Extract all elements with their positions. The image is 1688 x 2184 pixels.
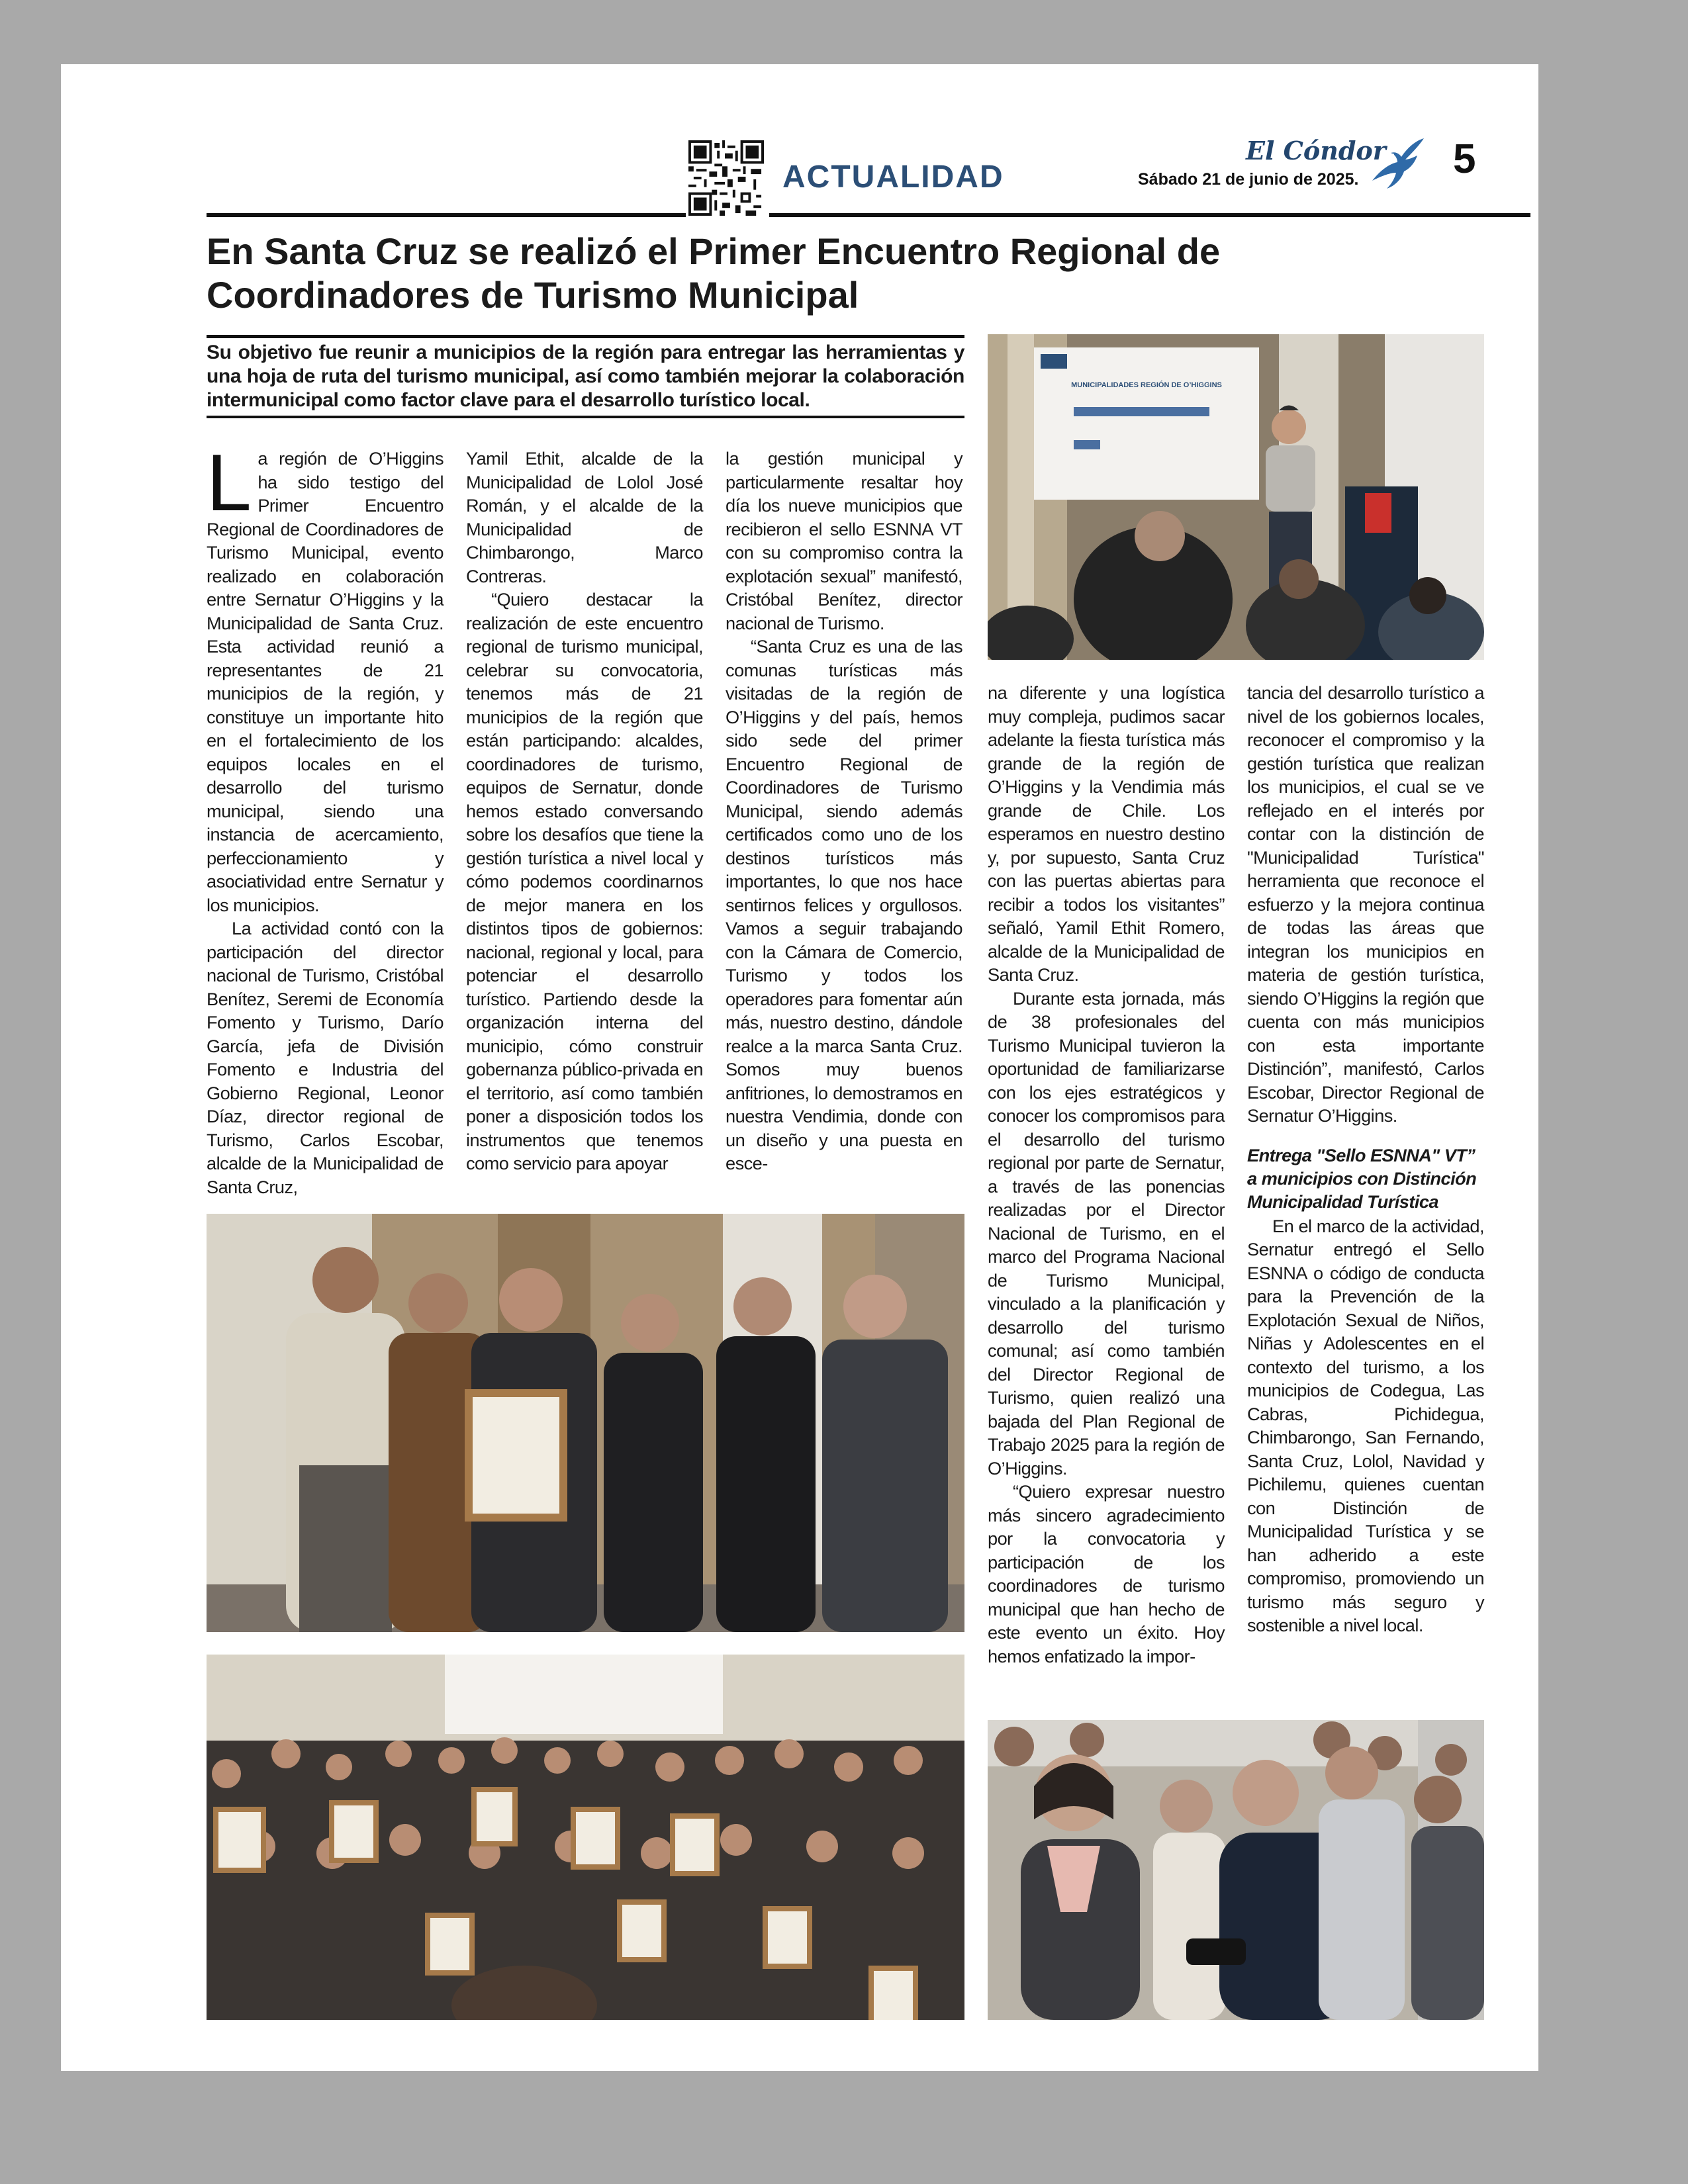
page-number: 5 bbox=[1453, 136, 1476, 182]
article-headline bbox=[207, 230, 1530, 317]
header-rule bbox=[207, 213, 686, 217]
paragraph: na diferente y una logística muy compleja, pudimos sacar adelante la fiesta turística más grande de la región de O’Higgins y la Vendimia más grande de Chile. Los esperamos en nuestro destino y, por supuesto, Santa Cruz con las puertas abiertas para recibir a todos los visitantes” señaló, Yamil Ethit Romero, alcalde de la Municipalidad de Santa Cruz. bbox=[988, 682, 1225, 985]
article-column-1 bbox=[207, 437, 444, 1199]
paragraph: La actividad contó con la participación del director nacional de Turismo, Cristóbal Benítez, Seremi de Economía Fomento y Turismo, Darío García, jefa de División Fomento e Industria del Gobierno Regional, Leonor Díaz, director regional de Turismo, Carlos Escobar, alcalde de la Municipalidad de Santa Cruz, bbox=[207, 918, 444, 1197]
article-column-3 bbox=[726, 447, 962, 1175]
paragraph: la gestión municipal y particularmente resaltar hoy día los nueve municipios que recibieron el sello ESNNA VT con su compromiso contra la explotación sexual” manifestó, Cristóbal Benítez, director nacional de Turismo. bbox=[726, 448, 962, 633]
newspaper-page bbox=[61, 64, 1538, 2071]
article-lead: Su objetivo fue reunir a municipios de la región para entregar las herramientas y una hoja de ruta del turismo municipal, así como también mejorar la colaboración intermunicipal como factor clave para el desarrollo turístico local. bbox=[207, 341, 964, 411]
header-rule bbox=[769, 213, 1530, 217]
presentation-photo bbox=[988, 334, 1484, 660]
large-group-photo bbox=[207, 1655, 964, 2020]
article-column-4 bbox=[988, 681, 1225, 1668]
paragraph: Durante esta jornada, más de 38 profesionales del Turismo Municipal tuvieron la oportunidad de familiarizarse con los ejes estratégicos y conocer los compromisos para el desarrollo del turismo regional por parte de Sernatur, a través de las ponencias realizadas por el Director Nacional de Turismo, en el marco del Programa Nacional de Turismo Municipal, vinculado a la planificación y desarrollo del turismo comunal; así como también del Director Regional de Turismo, quien realizó una bajada del Plan Regional de Trabajo 2025 para la región de O’Higgins. bbox=[988, 987, 1225, 1479]
paragraph: En el marco de la actividad, Sernatur entregó el Sello ESNNA o código de conducta para la Prevención de la Explotación Sexual de Niños, Niñas y Adolescentes en el contexto del turismo, a los municipios de Codegua, Las Cabras, Pichidegua, Chimbarongo, San Fernando, Santa Cruz, Lolol, Navidad y Pichilemu, quienes cuentan con Distinción de Municipalidad Turística y se han adherido a este compromiso, promoviendo un turismo más seguro y sostenible a nivel local. bbox=[1247, 1215, 1484, 1635]
lead-rule bbox=[207, 416, 964, 418]
paragraph bbox=[207, 437, 444, 917]
headline-line: Coordinadores de Turismo Municipal bbox=[207, 274, 859, 316]
paragraph: “Quiero destacar la realización de este encuentro regional de turismo municipal, celebrar su convocatoria, tenemos más de 21 municipios de la región que están participando: alcaldes, coordinadores de turismo, equipos de Sernatur, donde hemos estado conversando sobre los desafíos que tiene la gestión turística a nivel local y cómo podemos coordinarnos de mejor manera en los distintos tipos de gobiernos: nacional, regional y local, para potenciar el desarrollo turístico. Partiendo desde la organización interna del municipio, cómo construir gobernanza público-privada en el territorio, así como también poner a disposición todos los instrumentos que tenemos como servicio para apoyar bbox=[466, 589, 703, 1173]
slide-title: MUNICIPALIDADES REGIÓN DE O’HIGGINS bbox=[1071, 381, 1222, 389]
condor-logo-icon bbox=[1368, 134, 1427, 193]
issue-date: Sábado 21 de junio de 2025. bbox=[1138, 170, 1359, 189]
article-column-2 bbox=[466, 447, 703, 1175]
headline-line: En Santa Cruz se realizó el Primer Encuentro Regional de bbox=[207, 230, 1221, 272]
newspaper-brand: El Cóndor bbox=[1246, 136, 1386, 165]
audience-photo bbox=[988, 1720, 1484, 2020]
lead-rule bbox=[207, 335, 964, 338]
group-certificate-photo bbox=[207, 1214, 964, 1632]
paragraph: tancia del desarrollo turístico a nivel de los gobiernos locales, reconocer el compromiso y la gestión turística que realizan los municipios, el cual se ve reflejado en el interés por contar con la distinción de "Municipalidad Turística" herramienta que reconoce el esfuerzo y la mejora continua de todas las áreas que integran los municipios en materia de gestión turística, siendo O’Higgins la región que cuenta con más municipios con esta importante Distinción”, manifestó, Carlos Escobar, Director Regional de Sernatur O’Higgins. bbox=[1247, 682, 1484, 1126]
qr-code-icon[interactable] bbox=[688, 140, 764, 216]
drop-cap: L bbox=[207, 437, 252, 527]
paragraph: Yamil Ethit, alcalde de la Municipalidad de Lolol José Román, y el alcalde de la Municipalidad de Chimbarongo, Marco Contreras. bbox=[466, 448, 703, 586]
article-subhead: Entrega "Sello ESNNA" VT” a municipios con Distinción Municipalidad Turística bbox=[1247, 1144, 1477, 1212]
paragraph: “Santa Cruz es una de las comunas turísticas más visitadas de la región de O’Higgins y del país, hemos sido sede del primer Encuentro Regional de Coordinadores de Turismo Municipal, siendo además certificados como uno de los destinos turísticos más importantes, lo que nos hace sentirnos felices y orgullosos. Vamos a seguir trabajando con la Cámara de Comercio, Turismo y todos los operadores para fomentar aún más, nuestro destino, dándole realce a la marca Santa Cruz. Somos muy buenos anfitriones, lo demostramos en nuestra Vendimia, donde con un diseño y una puesta en esce- bbox=[726, 636, 962, 1173]
paragraph: “Quiero expresar nuestro más sincero agradecimiento por la convocatoria y participación de los coordinadores de turismo municipal que han hecho de este evento un éxito. Hoy hemos enfatizado la impor- bbox=[988, 1481, 1225, 1666]
paragraph-text: a región de O’Higgins ha sido testigo del Primer Encuentro Regional de Coordinadores de Turismo Municipal, evento realizado en colaboración entre Sernatur O’Higgins y la Municipalidad de Santa Cruz. Esta actividad reunió a representantes de 21 municipios de la región, y constituye un importante hito en el fortalecimiento de los equipos locales en el desarrollo del turismo municipal, siendo una instancia de acercamiento, perfeccionamiento y asociatividad entre Sernatur y los municipios. bbox=[207, 448, 444, 915]
section-label: ACTUALIDAD bbox=[782, 159, 1004, 195]
article-column-5 bbox=[1247, 681, 1484, 1637]
